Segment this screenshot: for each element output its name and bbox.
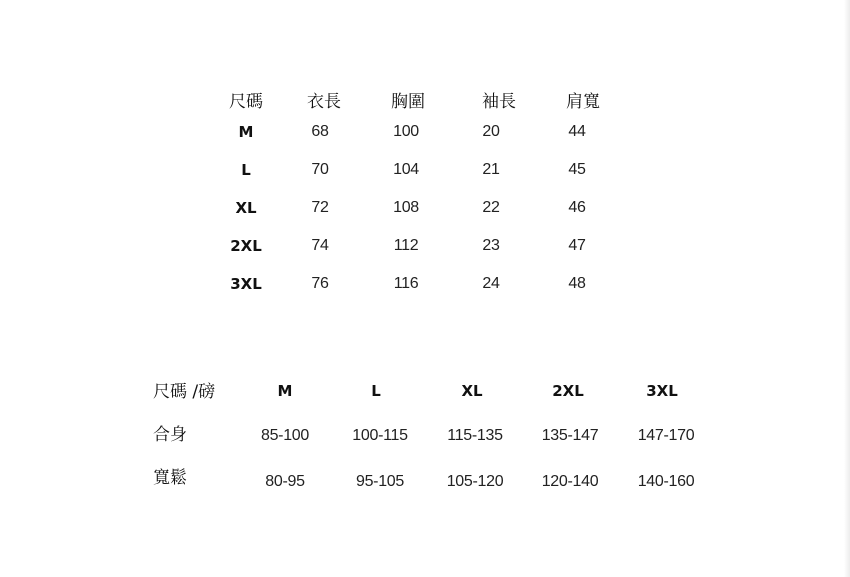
weight-size-header: XL: [461, 382, 483, 400]
length-cell: 68: [311, 123, 329, 140]
sleeve-cell: 24: [482, 275, 500, 292]
shoulder-cell: 47: [568, 237, 586, 254]
sleeve-cell: 23: [482, 237, 500, 254]
loose-weight-cell: 95-105: [355, 473, 405, 490]
header-sleeve: 袖長: [482, 92, 516, 112]
chest-cell: 116: [393, 275, 419, 292]
fit-weight-cell: 100-115: [352, 427, 408, 444]
size-cell: XL: [235, 199, 257, 217]
fit-weight-cell: 115-135: [447, 427, 503, 444]
fit-weight-cell: 85-100: [260, 427, 310, 444]
header-shoulder: 肩寬: [566, 92, 600, 112]
fit-row-label: 合身: [153, 425, 187, 445]
loose-row-label: 寬鬆: [153, 468, 187, 488]
header-size: 尺碼: [229, 92, 263, 112]
chest-cell: 112: [393, 237, 419, 254]
fit-weight-cell: 147-170: [637, 427, 695, 444]
loose-weight-cell: 140-160: [637, 473, 695, 490]
length-cell: 76: [311, 275, 329, 292]
loose-weight-cell: 80-95: [265, 473, 305, 490]
chest-cell: 104: [393, 161, 419, 178]
sleeve-cell: 20: [482, 123, 500, 140]
size-cell: M: [238, 123, 254, 141]
weight-corner-label: 尺碼 /磅: [153, 382, 216, 402]
sleeve-cell: 21: [482, 161, 500, 178]
loose-weight-cell: 120-140: [541, 473, 599, 490]
length-cell: 72: [311, 199, 329, 216]
page-edge-shadow: [844, 0, 850, 577]
shoulder-cell: 45: [568, 161, 586, 178]
size-cell: L: [241, 161, 251, 179]
shoulder-cell: 48: [568, 275, 586, 292]
chest-cell: 108: [393, 199, 419, 216]
loose-weight-cell: 105-120: [446, 473, 504, 490]
length-cell: 74: [311, 237, 329, 254]
shoulder-cell: 46: [568, 199, 586, 216]
header-length: 衣長: [307, 92, 341, 112]
length-cell: 70: [311, 161, 329, 178]
shoulder-cell: 44: [568, 123, 586, 140]
weight-size-header: 2XL: [552, 382, 584, 400]
fit-weight-cell: 135-147: [541, 427, 599, 444]
header-chest: 胸圍: [391, 92, 425, 112]
weight-size-header: M: [277, 382, 293, 400]
size-cell: 2XL: [230, 237, 262, 255]
weight-size-header: 3XL: [646, 382, 678, 400]
weight-size-header: L: [371, 382, 381, 400]
sleeve-cell: 22: [482, 199, 500, 216]
chest-cell: 100: [393, 123, 419, 140]
size-cell: 3XL: [230, 275, 262, 293]
